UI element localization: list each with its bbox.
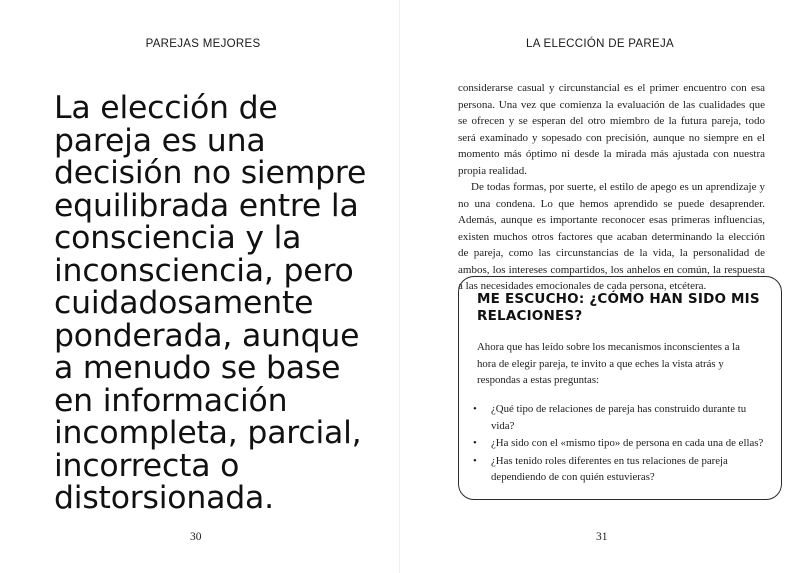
body-paragraph: considerarse casual y circunstancial es el primer encuentro con esa persona. Una vez que comienza la evaluación de las cualidades que se ofrecen y se esperan del otro miembro de la futura pareja, todo será examinado y sopesado con precisión, aunque no siempre en el momento más óptimo ni desde la mirada más ajustada con nuestra propia realidad.: [458, 82, 765, 177]
page-number-right: 31: [596, 531, 608, 543]
body-text: [458, 80, 765, 295]
question-text: ¿Ha sido con el «mismo tipo» de persona en cada una de ellas?: [491, 437, 764, 449]
question-list: [469, 401, 765, 487]
question-text: ¿Qué tipo de relaciones de pareja has construido durante tu vida?: [491, 403, 747, 432]
running-head-right: LA ELECCIÓN DE PAREJA: [526, 38, 674, 50]
list-item: [469, 453, 765, 486]
exercise-box: [458, 276, 782, 500]
page-number-left: 30: [190, 531, 202, 543]
list-item: [469, 435, 765, 452]
bullet-icon: •: [473, 437, 477, 449]
body-paragraph: De todas formas, por suerte, el estilo de apego es un aprendizaje y no una condena. Lo que hemos aprendido se puede desaprender. Además, aunque es importante reconocer esas primeras influencias, existen muchos otros factores que acaban determinando la elección de pareja, como las circunstancias de la vida, la personalidad de ambos, los intereses compartidos, los anhelos en común, la respuesta a las necesidades emocionales de cada persona, etcétera.: [458, 181, 765, 292]
question-text: ¿Has tenido roles diferentes en tus relaciones de pareja dependiendo de con quién estuvieras?: [491, 454, 728, 483]
running-head-left: PAREJAS MEJORES: [145, 38, 261, 50]
bullet-icon: •: [473, 454, 477, 467]
list-item: [469, 401, 765, 434]
bullet-icon: •: [473, 403, 477, 415]
exercise-box-title: ME ESCUCHO: ¿CÓMO HAN SIDO MIS RELACIONES?: [477, 291, 760, 324]
right-page: [400, 0, 800, 573]
exercise-box-intro: Ahora que has leído sobre los mecanismos inconscientes a la hora de elegir pareja, te invito a que eches la vista atrás y respondas a estas preguntas:: [477, 341, 740, 386]
pull-quote: La elección de pareja es una decisión no siempre equilibrada entre la consciencia y la inconsciencia, pero cuidadosamente ponderada, aunque a menudo se base en información incompleta, parcial, incorrecta o distorsionada.: [54, 90, 367, 516]
